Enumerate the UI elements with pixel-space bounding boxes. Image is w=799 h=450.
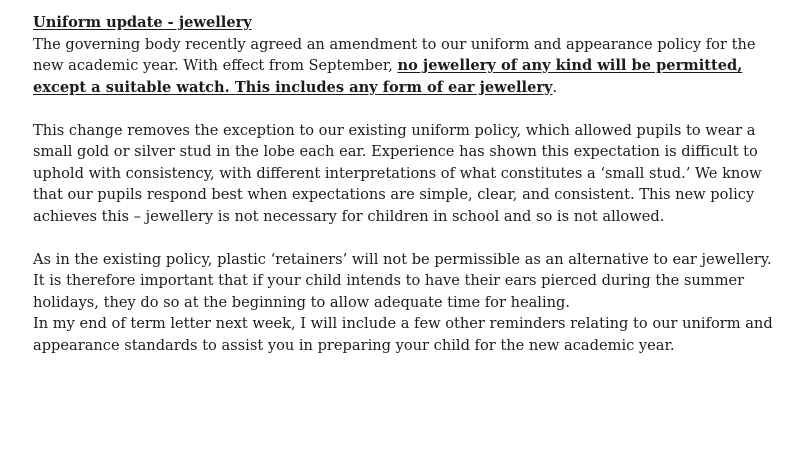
announcement-emphasis: no jewellery of any kind will be permitted, except a suitable watch. This includes any form of ear jewellery bbox=[33, 57, 743, 96]
paragraph-spacer bbox=[33, 98, 783, 120]
document-heading: Uniform update - jewellery bbox=[33, 14, 252, 31]
paragraph-announcement bbox=[33, 34, 783, 99]
paragraph-rationale: This change removes the exception to our existing uniform policy, which allowed pupils to wear a small gold or silver stud in the lobe each ear. Experience has shown this expectation is difficult to uphold with consistency, with different interpretations of what constitutes a ‘small stud.’ We know that our pupils respond best when expectations are simple, clear, and consistent. This new policy achieves this – jewellery is not necessary for children in school and so is not allowed. bbox=[33, 121, 762, 225]
paragraph-retainers: As in the existing policy, plastic ‘retainers’ will not be permissible as an alternative to ear jewellery. It is therefore important that if your child intends to have their ears pierced during the summer holidays, they do so at the beginning to allow adequate time for healing. bbox=[33, 250, 772, 311]
announcement-end: . bbox=[552, 78, 558, 96]
announcement-intro: The governing body recently agreed an amendment to our uniform and appearance policy for the new academic year. With effect from September, bbox=[33, 35, 756, 74]
paragraph-spacer bbox=[33, 227, 783, 249]
policy-document bbox=[33, 12, 783, 356]
paragraph-end-of-term: In my end of term letter next week, I will include a few other reminders relating to our uniform and appearance standards to assist you in preparing your child for the new academic year. bbox=[33, 315, 773, 354]
